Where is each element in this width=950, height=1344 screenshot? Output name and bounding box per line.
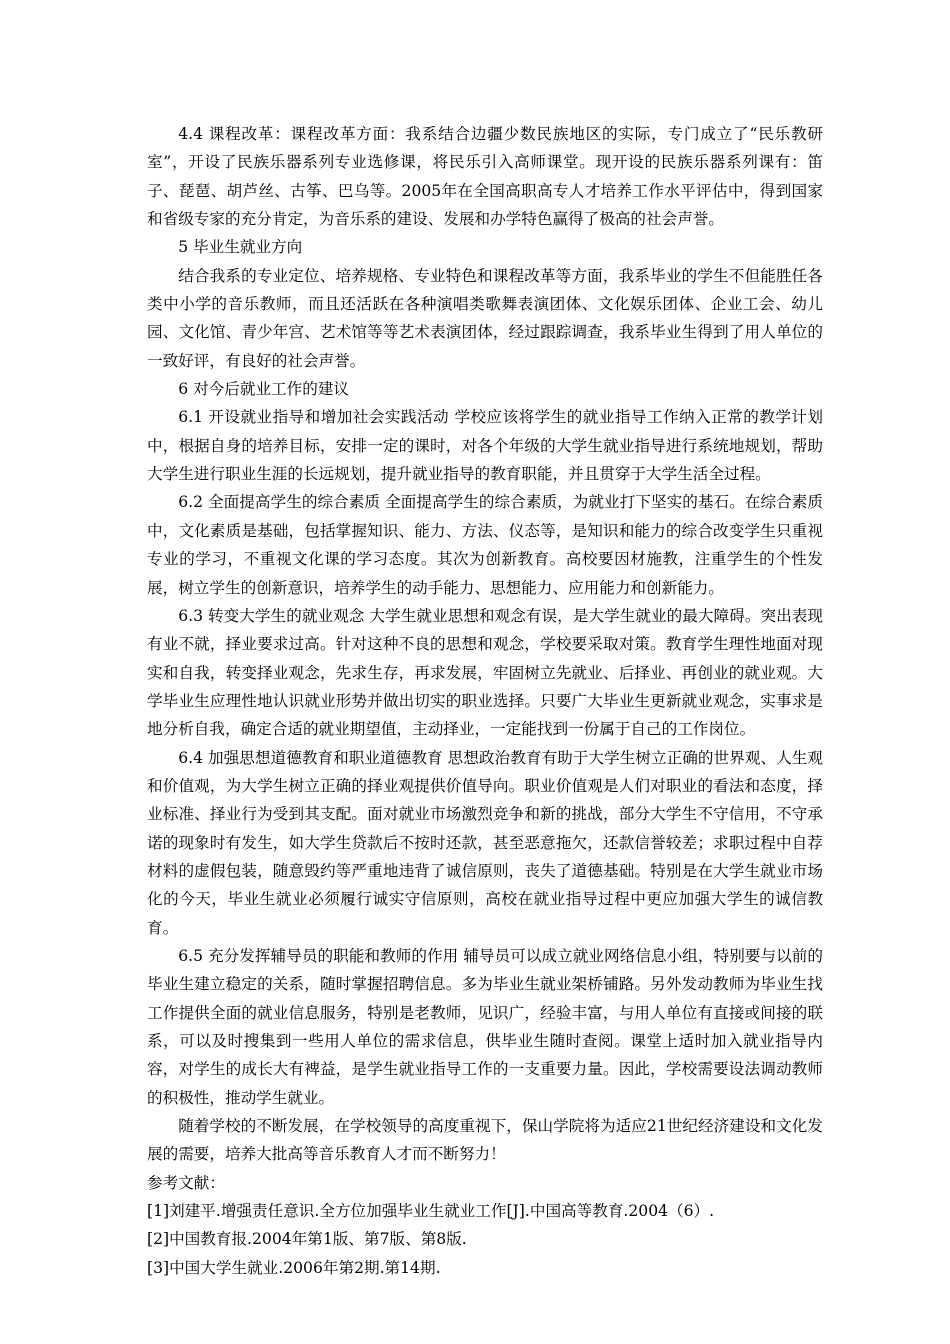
reference-item: [1]刘建平.增强责任意识.全方位加强毕业生就业工作[J].中国高等教育.2004（6）.	[147, 1202, 715, 1221]
paragraph-5-employment-body: 结合我系的专业定位、培养规格、专业特色和课程改革等方面，我系毕业的学生不但能胜任各类中小学的音乐教师，而且还活跃在各种演唱类歌舞表演团体、文化娱乐团体、企业工会、幼儿园、文化馆、青少年宫、艺术馆等等艺术表演团体，经过跟踪调查，我系毕业生得到了用人单位的一致好评，有良好的社会声誉。	[147, 266, 823, 370]
reference-item: [3]中国大学生就业.2006年第2期.第14期.	[147, 1258, 441, 1277]
heading-6-suggestions: 6 对今后就业工作的建议	[178, 380, 350, 399]
reference-item: [2]中国教育报.2004年第1版、第7版、第8版.	[147, 1230, 467, 1249]
paragraph-6-5: 6.5 充分发挥辅导员的职能和教师的作用 辅导员可以成立就业网络信息小组，特别要与以前的毕业生建立稳定的关系，随时掌握招聘信息。多为毕业生就业架桥铺路。另外发动教师为毕业生找工作提供全面的就业信息服务，特别是老教师，见识广，经验丰富，与用人单位有直接或间接的联系，可以及时搜集到一些用人单位的需求信息，供毕业生随时查阅。课堂上适时加入就业指导内容，对学生的成长大有裨益，是学生就业指导工作的一支重要力量。因此，学校需要设法调动教师的积极性，推动学生就业。	[147, 946, 823, 1107]
paragraph-6-3: 6.3 转变大学生的就业观念 大学生就业思想和观念有误，是大学生就业的最大障碍。突出表现有业不就，择业要求过高。针对这种不良的思想和观念，学校要采取对策。教育学生理性地面对现实和自我，转变择业观念，先求生存，再求发展，牢固树立先就业、后择业、再创业的就业观。大学毕业生应理性地认识就业形势并做出切实的职业选择。只要广大毕业生更新就业观念，实事求是地分析自我，确定合适的就业期望值，主动择业，一定能找到一份属于自己的工作岗位。	[147, 606, 823, 739]
paragraph-conclusion: 随着学校的不断发展，在学校领导的高度重视下，保山学院将为适应21世纪经济建设和文化发展的需要，培养大批高等音乐教育人才而不断努力！	[147, 1117, 823, 1164]
references-heading: 参考文献：	[147, 1173, 225, 1192]
paragraph-6-2: 6.2 全面提高学生的综合素质 全面提高学生的综合素质，为就业打下坚实的基石。在综合素质中，文化素质是基础，包括掌握知识、能力、方法、仪态等，是知识和能力的综合改变学生只重视专业的学习，不重视文化课的学习态度。其次为创新教育。高校要因材施教，注重学生的个性发展，树立学生的创新意识，培养学生的动手能力、思想能力、应用能力和创新能力。	[147, 493, 823, 597]
paragraph-4-4-curriculum-reform: 4.4 课程改革：课程改革方面：我系结合边疆少数民族地区的实际，专门成立了“民乐教研室”，开设了民族乐器系列专业选修课，将民乐引入高师课堂。现开设的民族乐器系列课有：笛子、琵琶、胡芦丝、古筝、巴乌等。2005年在全国高职高专人才培养工作水平评估中，得到国家和省级专家的充分肯定，为音乐系的建设、发展和办学特色赢得了极高的社会声誉。	[147, 125, 823, 229]
heading-5-employment-direction: 5 毕业生就业方向	[178, 238, 303, 257]
paragraph-6-1: 6.1 开设就业指导和增加社会实践活动 学校应该将学生的就业指导工作纳入正常的教学计划中，根据自身的培养目标，安排一定的课时，对各个年级的大学生就业指导进行系统地规划，帮助大学生进行职业生涯的长远规划，提升就业指导的教育职能，并且贯穿于大学生活全过程。	[147, 408, 823, 484]
document-page	[147, 120, 823, 1282]
paragraph-6-4: 6.4 加强思想道德教育和职业道德教育 思想政治教育有助于大学生树立正确的世界观、人生观和价值观，为大学生树立正确的择业观提供价值导向。职业价值观是人们对职业的看法和态度，择业标准、择业行为受到其支配。面对就业市场激烈竞争和新的挑战，部分大学生不守信用，不守承诺的现象时有发生，如大学生贷款后不按时还款，甚至恶意拖欠，还款信誉较差；求职过程中自荐材料的虚假包装，随意毁约等严重地违背了诚信原则，丧失了道德基础。特别是在大学生就业市场化的今天，毕业生就业必须履行诚实守信原则，高校在就业指导过程中更应加强大学生的诚信教育。	[147, 748, 823, 937]
